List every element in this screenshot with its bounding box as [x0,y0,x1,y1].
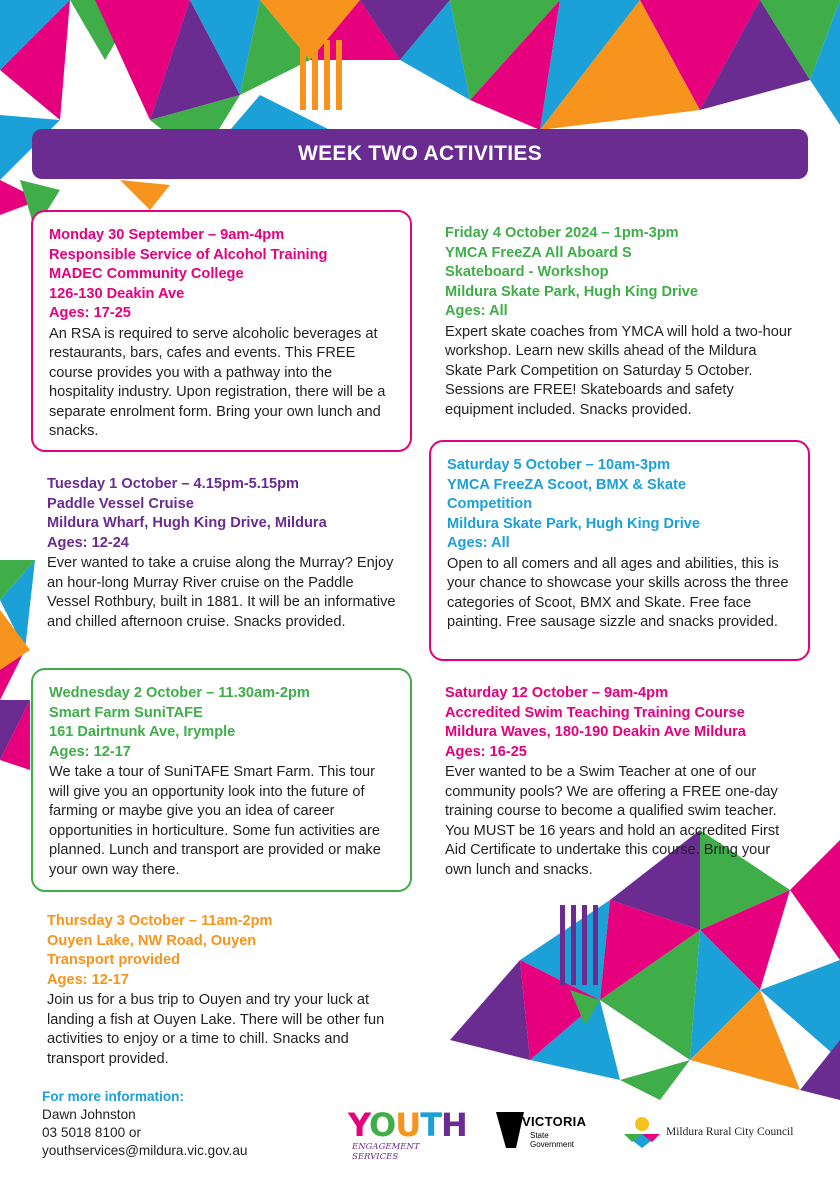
activity-venue: MADEC Community College [49,266,244,282]
logo-letter: T [420,1106,442,1144]
contact-info [42,1088,247,1160]
contact-name: Dawn Johnston [42,1107,136,1122]
activity-tuesday [31,461,412,651]
activity-date: Wednesday 2 October – 11.30am-2pm [49,685,310,701]
activity-date: Thursday 3 October – 11am-2pm [47,913,273,929]
council-name: Mildura Rural City Council [666,1126,794,1138]
logo-letter: H [441,1106,467,1144]
activity-address: 126-130 Deakin Ave [49,285,185,302]
activity-description: Ever wanted to be a Swim Teacher at one of our community pools? We are offering a FREE one-day training course to become a qualified swim teacher. You MUST be 16 years and hold an accredited First Aid Certificate to undertake this course. Bring your own lunch and snacks. [445,764,780,878]
activity-friday [429,210,810,432]
activity-venue: Mildura Skate Park, Hugh King Drive [447,515,701,532]
page-title: WEEK TWO ACTIVITIES [32,129,808,179]
activity-ages: Ages: 16-25 [445,743,527,760]
contact-title: For more information: [42,1089,184,1104]
activity-date: Saturday 5 October – 10am-3pm [447,457,671,473]
activity-venue: Mildura Wharf, Hugh King Drive, Mildura [47,515,327,531]
activity-title-cont: Competition [447,496,533,512]
activity-ages: Ages: All [447,535,510,551]
activity-description: An RSA is required to serve alcoholic beverages at restaurants, bars, cafes and events. This FREE course provides you with a pathway into the hospitality industry. Upon registration, there will be a separate enrolment form. Bring your own lunch and snacks. [49,325,386,439]
activity-ages: Ages: 12-24 [47,534,129,551]
youth-engagement-logo [348,1106,467,1162]
activity-title: Ouyen Lake, NW Road, Ouyen [47,932,257,949]
contact-email[interactable]: youthservices@mildura.vic.gov.au [42,1143,248,1158]
activity-saturday-12 [429,670,810,880]
activity-title: Smart Farm SuniTAFE [49,704,203,721]
activity-title: Accredited Swim Teaching Training Course [445,704,745,721]
logo-letter: Y [348,1106,370,1144]
activity-title: YMCA FreeZA Scoot, BMX & Skate [447,476,686,493]
activity-saturday-5 [429,440,810,661]
activity-date: Saturday 12 October – 9am-4pm [445,685,669,701]
activity-description: Ever wanted to take a cruise along the Murray? Enjoy an hour-long Murray River cruise on the Paddle Vessel Rothbury, built in 1881. It will be an informative and chilled afternoon cruise. Snacks provided. [47,555,396,630]
activity-description: We take a tour of SuniTAFE Smart Farm. This tour will give you an opportunity look into the future of farming or maybe give you an idea of career opportunities in horticulture. Some fun activities are planned. Lunch and transport are provided or make your own way there. [49,764,381,878]
activity-venue: Mildura Waves, 180-190 Deakin Ave Mildura [445,724,746,740]
activity-title: Responsible Service of Alcohol Training [49,246,328,263]
activity-monday [31,210,412,452]
activity-title: Paddle Vessel Cruise [47,495,194,512]
activity-thursday [31,898,412,1078]
logo-letter: O [369,1106,396,1144]
contact-phone: 03 5018 8100 or [42,1125,142,1140]
activity-ages: Ages: 12-17 [47,971,129,988]
victoria-government-logo [496,1108,587,1154]
activity-date: Tuesday 1 October – 4.15pm-5.15pm [47,476,299,492]
activity-venue: Mildura Skate Park, Hugh King Drive [445,283,699,300]
victoria-name: VICTORIA [522,1114,587,1129]
activity-ages: Ages: All [445,303,508,319]
mildura-sun-icon [622,1110,662,1150]
logo-subtitle: ENGAGEMENT SERVICES [352,1142,420,1162]
activity-venue: Transport provided [47,952,180,968]
activity-venue: 161 Dairtnunk Ave, Irymple [49,724,236,740]
victoria-sub-2: Government [530,1140,575,1149]
activity-title-cont: Skateboard - Workshop [445,264,609,280]
mildura-council-logo [622,1110,802,1150]
activity-ages: Ages: 12-17 [49,743,131,760]
activity-date: Monday 30 September – 9am-4pm [49,227,285,243]
logo-letter: U [395,1106,421,1144]
activity-wednesday [31,668,412,892]
activity-ages: Ages: 17-25 [49,305,131,321]
activity-title: YMCA FreeZA All Aboard S [445,244,632,261]
victoria-sub-1: State [530,1131,549,1140]
activity-date: Friday 4 October 2024 – 1pm-3pm [445,225,679,241]
activity-description: Open to all comers and all ages and abilities, this is your chance to showcase your skills across the three categories of Scoot, BMX and Skate. Free face painting. Free sausage sizzle and snacks provided. [447,555,789,630]
victoria-sub [530,1131,574,1149]
activity-description: Join us for a bus trip to Ouyen and try your luck at landing a fish at Ouyen Lake. There will be other fun activities to enjoy or a time to chill. Snacks and transport provided. [47,992,385,1067]
activity-description: Expert skate coaches from YMCA will hold a two-hour workshop. Learn new skills ahead of the Mildura Skate Park Competition on Saturday 5 October. Sessions are FREE! Skateboards and safety equipment included. Snacks provided. [445,323,792,418]
